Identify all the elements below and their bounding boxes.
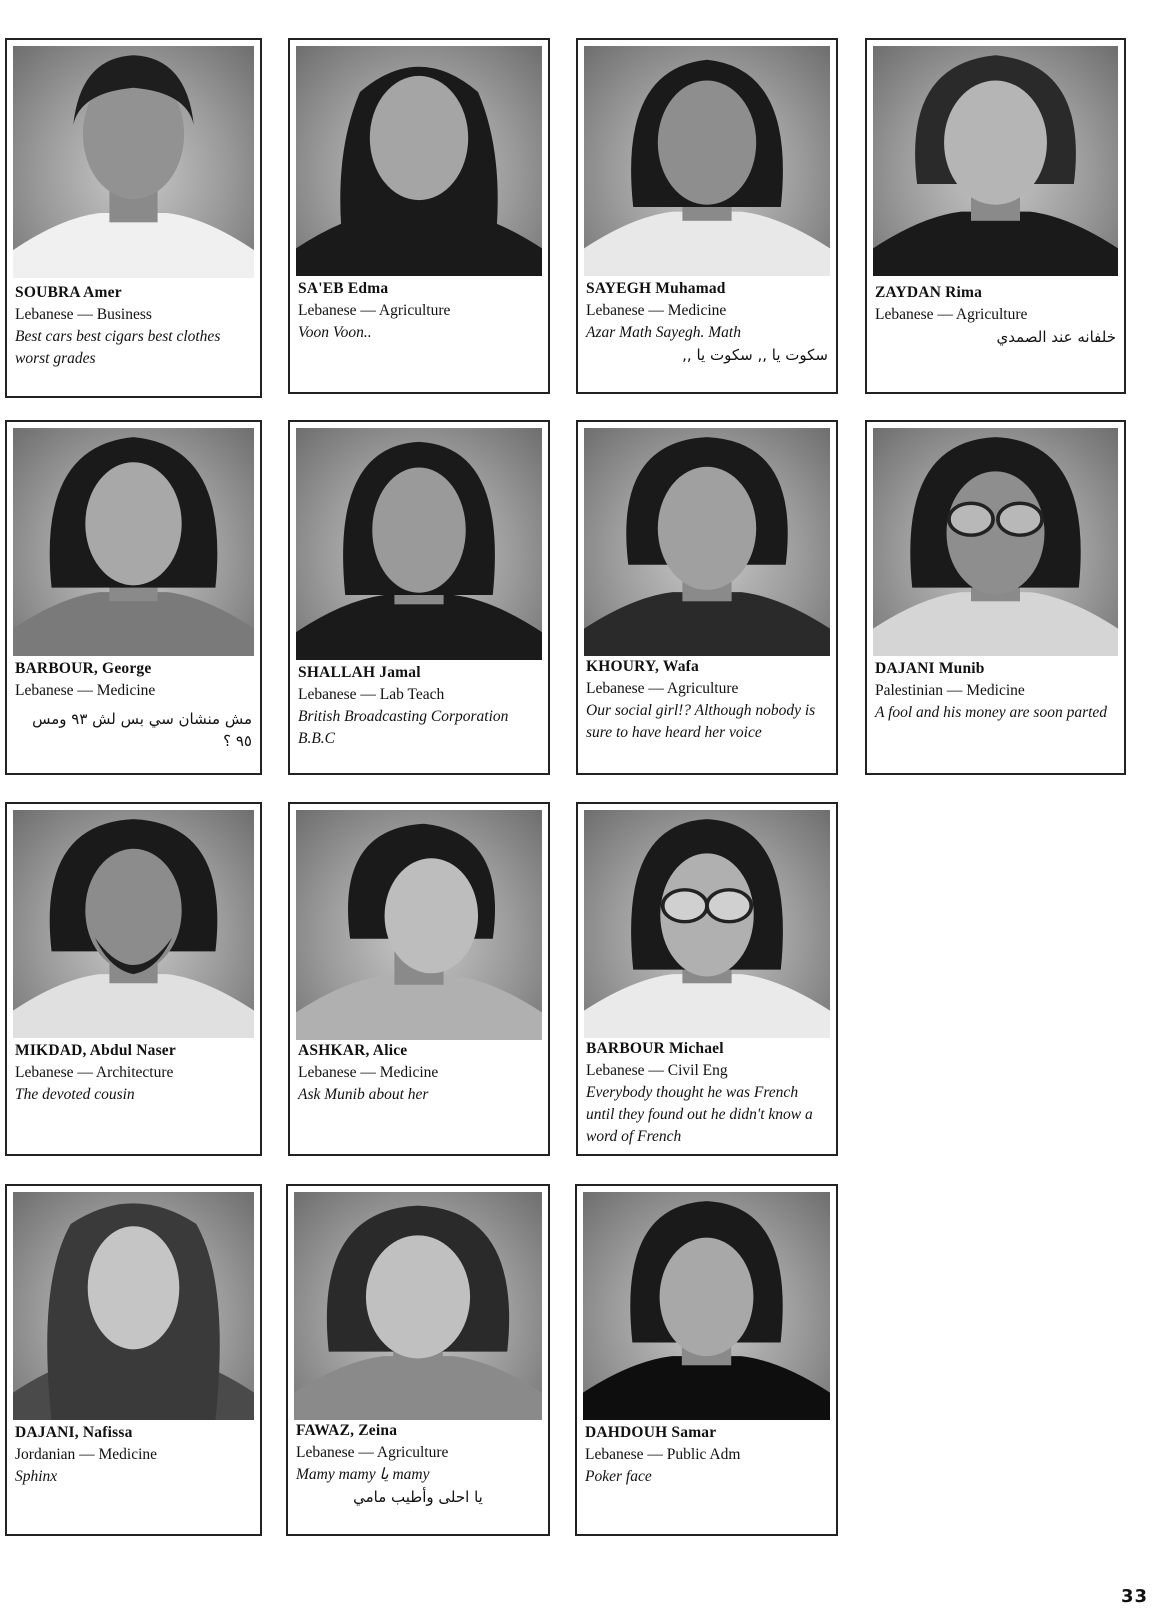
student-card (288, 420, 550, 775)
student-card (575, 1184, 838, 1536)
nationality-major: Lebanese — Public Adm (585, 1446, 741, 1463)
student-card (5, 802, 262, 1156)
student-photo (873, 428, 1118, 656)
student-name: MIKDAD, Abdul Naser (15, 1042, 176, 1059)
nationality-major: Palestinian — Medicine (875, 682, 1025, 699)
student-photo (873, 46, 1118, 276)
student-card (5, 38, 262, 398)
student-card (865, 420, 1126, 775)
student-quote: Poker face (585, 1468, 652, 1485)
student-photo (13, 810, 254, 1038)
student-photo (584, 428, 830, 656)
student-quote: Azar Math Sayegh. Math (586, 324, 741, 341)
nationality-major: Lebanese — Agriculture (298, 302, 451, 319)
student-quote: Best cars best cigars best clothes worst grades (15, 328, 221, 367)
student-name: SHALLAH Jamal (298, 664, 421, 681)
student-name: ZAYDAN Rima (875, 284, 983, 301)
nationality-major: Lebanese — Medicine (586, 302, 727, 319)
student-caption (586, 656, 828, 744)
student-caption (298, 1040, 540, 1106)
student-card (5, 1184, 262, 1536)
student-caption (585, 1422, 828, 1488)
student-card (288, 38, 550, 394)
student-card (286, 1184, 550, 1536)
nationality-major: Lebanese — Medicine (298, 1064, 439, 1081)
nationality-major: Lebanese — Agriculture (586, 680, 739, 697)
arabic-quote: مش منشان سي بس لش ٩٣ ومس ٩٥ ؟ (32, 710, 252, 750)
student-photo (13, 1192, 254, 1420)
arabic-quote: سكوت يا ,, سكوت يا ,, (682, 346, 828, 364)
nationality-major: Lebanese — Agriculture (296, 1444, 449, 1461)
student-name: SOUBRA Amer (15, 284, 122, 301)
student-photo (13, 46, 254, 278)
student-caption (15, 1040, 252, 1106)
nationality-major: Lebanese — Medicine (15, 682, 156, 699)
student-caption (298, 278, 540, 344)
student-caption (296, 1420, 540, 1508)
student-caption (875, 658, 1116, 724)
student-name: FAWAZ, Zeina (296, 1422, 398, 1439)
student-name: SA'EB Edma (298, 280, 389, 297)
student-photo (296, 810, 542, 1040)
arabic-quote: خلفانه عند الصمدي (996, 328, 1116, 346)
student-photo (294, 1192, 542, 1420)
student-name: DAJANI, Nafissa (15, 1424, 133, 1441)
nationality-major: Lebanese — Lab Teach (298, 686, 445, 703)
student-photo (583, 1192, 830, 1420)
student-quote: Everybody thought he was French until they found out he didn't know a word of French (586, 1084, 813, 1145)
nationality-major: Lebanese — Architecture (15, 1064, 174, 1081)
student-card (288, 802, 550, 1156)
student-caption (298, 662, 540, 750)
student-quote: A fool and his money are soon parted (875, 704, 1108, 721)
student-quote: Sphinx (15, 1468, 58, 1485)
nationality-major: Lebanese — Business (15, 306, 152, 323)
nationality-major: Jordanian — Medicine (15, 1446, 158, 1463)
student-quote: Voon Voon.. (298, 324, 372, 341)
student-name: DAJANI Munib (875, 660, 985, 677)
student-card (576, 38, 838, 394)
nationality-major: Lebanese — Civil Eng (586, 1062, 728, 1079)
student-name: DAHDOUH Samar (585, 1424, 717, 1441)
arabic-quote: يا احلى وأطيب مامي (353, 1488, 483, 1506)
student-caption (15, 658, 252, 752)
student-caption (875, 282, 1116, 348)
student-card (576, 802, 838, 1156)
student-caption (15, 282, 252, 370)
student-photo (296, 428, 542, 660)
student-quote: Mamy mamy يا mamy (296, 1466, 430, 1483)
nationality-major: Lebanese — Agriculture (875, 306, 1028, 323)
student-quote: British Broadcasting Corporation B.B.C (298, 708, 509, 747)
student-photo (296, 46, 542, 276)
student-card (5, 420, 262, 775)
student-caption (586, 1038, 828, 1148)
student-name: BARBOUR, George (15, 660, 152, 677)
student-photo (13, 428, 254, 656)
student-caption (586, 278, 828, 366)
student-quote: Our social girl!? Although nobody is sure to have heard her voice (586, 702, 816, 741)
student-photo (584, 46, 830, 276)
student-name: KHOURY, Wafa (586, 658, 699, 675)
student-quote: The devoted cousin (15, 1086, 135, 1103)
student-name: SAYEGH Muhamad (586, 280, 726, 297)
student-name: ASHKAR, Alice (298, 1042, 408, 1059)
student-card (576, 420, 838, 775)
student-quote: Ask Munib about her (298, 1086, 429, 1103)
student-card (865, 38, 1126, 394)
student-photo (584, 810, 830, 1038)
page-number: 33 (1120, 1586, 1148, 1607)
student-caption (15, 1422, 252, 1488)
student-name: BARBOUR Michael (586, 1040, 724, 1057)
